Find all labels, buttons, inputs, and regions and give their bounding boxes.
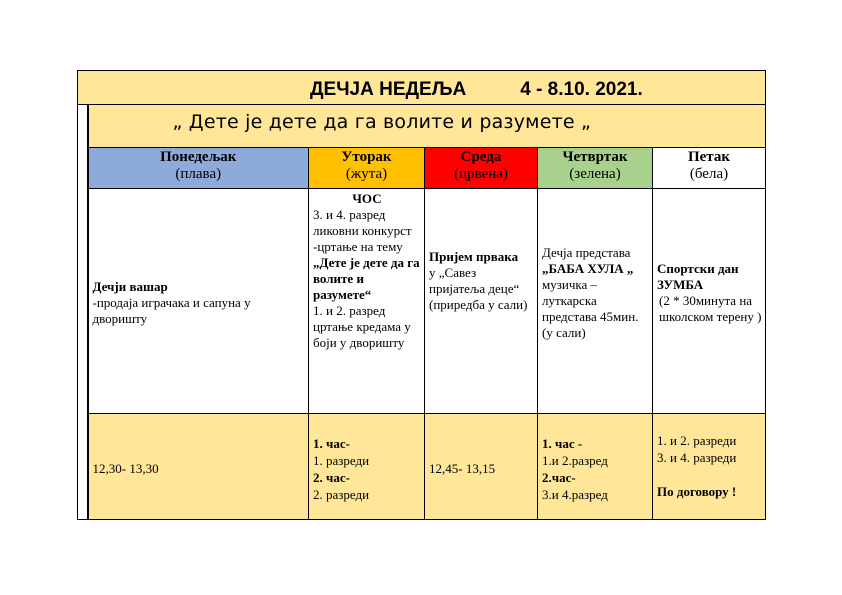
- activity-title: Дечји вашар: [92, 279, 168, 294]
- activity-monday: [88, 189, 309, 414]
- day-header-thursday: [538, 148, 653, 189]
- activity-line: 3. и 4. разред ликовни конкурст -цртање на тему: [313, 207, 412, 254]
- activity-theme: „Дете је дете да га волите и разумете“: [313, 255, 420, 302]
- time-friday: [653, 414, 766, 520]
- day-name: Понедељак: [160, 149, 237, 165]
- day-header-tuesday: [309, 148, 425, 189]
- activity-title: Спортски дан ЗУМБА: [657, 261, 739, 292]
- activity-show-title: „БАБА ХУЛА „: [542, 261, 634, 276]
- slogan-row: [78, 105, 766, 148]
- time-label: 1. час-: [313, 435, 350, 451]
- time-tuesday: [309, 414, 425, 520]
- day-header-wednesday: [425, 148, 538, 189]
- activity-line: (у сали): [542, 325, 586, 340]
- time-note: По договору !: [657, 484, 737, 499]
- activity-friday: [653, 189, 766, 414]
- time-text: 12,30- 13,30: [92, 461, 159, 476]
- day-color: (црвена): [454, 166, 508, 182]
- activity-title: Пријем првака: [429, 249, 519, 264]
- time-label: 1. час -: [542, 435, 583, 451]
- title-row: [78, 71, 766, 105]
- time-label: 2. час-: [313, 469, 350, 485]
- activity-tuesday: [309, 189, 425, 414]
- day-color: (плава): [175, 166, 222, 182]
- time-text: 1. и 2. разреди: [657, 433, 737, 448]
- time-text: 1.и 2.разред: [542, 452, 608, 468]
- day-name: Петак: [687, 149, 731, 165]
- day-header-monday: [88, 148, 309, 189]
- schedule-sheet: [77, 70, 765, 520]
- times-row: [78, 414, 766, 520]
- activity-desc: (2 * 30минута на школском терену ): [659, 293, 762, 324]
- time-monday: [88, 414, 309, 520]
- time-thursday: [538, 414, 653, 520]
- activity-line: Дечја представа: [542, 245, 631, 260]
- day-color: (зелена): [569, 166, 621, 182]
- time-label: 2.час-: [542, 469, 576, 485]
- title-cell: [78, 71, 766, 105]
- activity-desc: у „Савез пријатеља деце“ (приредба у сали): [429, 265, 528, 312]
- activity-line: ЧОС: [352, 191, 382, 206]
- time-text: 3.и 4.разред: [542, 486, 608, 502]
- schedule-table: [77, 70, 766, 520]
- time-text: 2. разреди: [313, 486, 370, 502]
- day-name: Среда: [460, 149, 502, 165]
- day-color: (бела): [689, 166, 729, 182]
- activity-wednesday: [425, 189, 538, 414]
- time-text: 12,45- 13,15: [429, 461, 496, 476]
- time-wednesday: [425, 414, 538, 520]
- day-name: Уторак: [341, 149, 392, 165]
- time-text: 3. и 4. разреди: [657, 450, 737, 465]
- title-text: ДЕЧЈА НЕДЕЉА: [310, 79, 467, 100]
- activity-desc: -продаја играчака и сапуна у дворишту: [92, 295, 251, 326]
- page-title: [78, 71, 765, 101]
- time-text: 1. разреди: [313, 452, 370, 468]
- days-header-row: [78, 148, 766, 189]
- day-name: Четвртак: [562, 149, 628, 165]
- activity-thursday: [538, 189, 653, 414]
- day-color: (жута): [345, 166, 388, 182]
- activity-line: 1. и 2. разред цртање кредама у боји у дворишту: [313, 303, 411, 350]
- activity-line: музичка – луткарска представа 45мин.: [542, 277, 639, 324]
- activities-row: [78, 189, 766, 414]
- slogan: „ Дете је дете да га волите и разумете „: [88, 105, 766, 148]
- left-margin-cell: [78, 105, 88, 520]
- title-dates: 4 - 8.10. 2021.: [520, 79, 643, 100]
- day-header-friday: [653, 148, 766, 189]
